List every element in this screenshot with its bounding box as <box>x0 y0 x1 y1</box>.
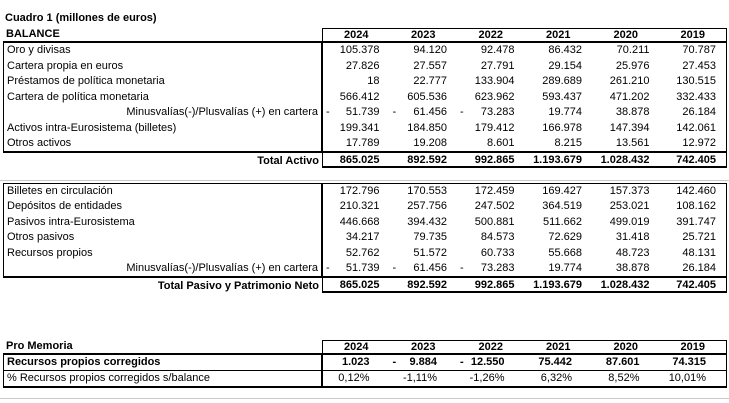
value-cell <box>525 261 593 277</box>
table-row <box>3 183 727 199</box>
year-header-cell: 2021 <box>525 28 593 43</box>
value-cell <box>457 245 525 261</box>
value-cell <box>457 276 525 293</box>
number: 38.878 <box>615 262 650 275</box>
number: 992.865 <box>474 278 515 291</box>
number: 18 <box>367 75 380 88</box>
number: 1.023 <box>341 356 370 369</box>
value-cell <box>322 261 390 277</box>
value-cell <box>390 58 458 74</box>
number: 94.120 <box>413 44 447 57</box>
value-cell <box>592 151 660 168</box>
value-cell <box>525 214 593 230</box>
number: 500.881 <box>474 215 515 228</box>
number: 10,01% <box>668 372 706 385</box>
number: 87.601 <box>605 356 640 369</box>
value-cell <box>322 43 390 59</box>
value-cell <box>390 276 458 293</box>
value-cell <box>457 151 525 168</box>
number: 27.557 <box>413 59 447 72</box>
table-row <box>3 136 727 152</box>
value-cell <box>592 245 660 261</box>
number: 75.442 <box>538 356 572 369</box>
value-cell <box>660 371 728 388</box>
table-row <box>3 355 727 372</box>
number: 142.460 <box>676 185 716 198</box>
number: 179.412 <box>474 121 515 134</box>
value-cell <box>592 136 660 152</box>
row-label: Otros activos <box>3 136 322 152</box>
value-cell <box>660 261 728 277</box>
number: 8.215 <box>554 137 582 150</box>
number: 8.601 <box>486 137 515 150</box>
total-row <box>3 276 727 293</box>
pro-memoria-table <box>3 340 727 388</box>
value-cell <box>592 105 660 121</box>
section-divider-line <box>0 180 729 181</box>
value-cell <box>390 230 458 246</box>
number: 13.561 <box>615 137 650 150</box>
value-cell <box>457 74 525 90</box>
value-cell <box>390 371 458 388</box>
row-label: Préstamos de política monetaria <box>3 74 322 90</box>
value-cell <box>457 58 525 74</box>
number: 74.315 <box>672 356 706 369</box>
year-header-cell: 2020 <box>592 28 660 43</box>
table-row <box>3 105 727 121</box>
row-label: Otros pasivos <box>3 230 322 246</box>
number: 170.553 <box>407 185 447 198</box>
number: 892.592 <box>407 278 447 291</box>
row-label: Pasivos intra-Eurosistema <box>3 214 322 230</box>
number: 253.021 <box>609 200 650 213</box>
row-label: Minusvalías(-)/Plusvalías (+) en cartera <box>3 105 322 121</box>
value-cell <box>457 120 525 136</box>
year-header-cell: 2021 <box>525 340 593 355</box>
number: 511.662 <box>543 215 582 228</box>
number: 892.592 <box>407 153 447 166</box>
document-title: Cuadro 1 (millones de euros) <box>5 12 157 24</box>
value-cell <box>660 199 728 215</box>
value-cell <box>525 276 593 293</box>
number: 51.739 <box>345 106 380 119</box>
number: 147.394 <box>609 121 650 134</box>
number: 8,52% <box>608 372 640 385</box>
number: 19.208 <box>413 137 447 150</box>
value-cell <box>390 261 458 277</box>
value-cell <box>457 43 525 59</box>
table-row <box>3 371 727 388</box>
value-cell <box>322 230 390 246</box>
value-cell <box>457 214 525 230</box>
table-row <box>3 214 727 230</box>
value-cell <box>390 89 458 105</box>
value-cell <box>390 120 458 136</box>
number: 38.878 <box>615 106 650 119</box>
value-cell <box>592 261 660 277</box>
number: 257.756 <box>407 200 447 213</box>
number: 27.791 <box>480 59 515 72</box>
total-label: Total Pasivo y Patrimonio Neto <box>3 276 322 293</box>
number: 566.412 <box>339 90 380 103</box>
number: 499.019 <box>609 215 650 228</box>
value-cell <box>660 245 728 261</box>
number: 742.405 <box>676 153 716 166</box>
value-cell <box>457 355 525 372</box>
number: 70.211 <box>616 44 650 57</box>
minus-sign: - <box>326 106 330 119</box>
number: 25.721 <box>682 231 716 244</box>
number: 261.210 <box>609 75 650 88</box>
value-cell <box>660 89 728 105</box>
value-cell <box>525 43 593 59</box>
value-cell <box>660 355 728 372</box>
number: 6,32% <box>540 372 572 385</box>
year-header-cell: 2022 <box>457 340 525 355</box>
number: 1.028.432 <box>600 278 650 291</box>
value-cell <box>322 58 390 74</box>
value-cell <box>525 183 593 199</box>
row-label: Recursos propios corregidos <box>3 355 322 372</box>
number: 0,12% <box>338 372 370 385</box>
number: 26.184 <box>682 106 716 119</box>
number: 72.629 <box>548 231 582 244</box>
value-cell <box>525 371 593 388</box>
table-row <box>3 245 727 261</box>
table-header-row <box>3 340 727 355</box>
value-cell <box>525 355 593 372</box>
number: 52.762 <box>345 246 380 259</box>
number: 1.028.432 <box>600 153 650 166</box>
row-label: % Recursos propios corregidos s/balance <box>3 371 322 388</box>
value-cell <box>457 183 525 199</box>
total-row <box>3 151 727 168</box>
number: 172.796 <box>339 185 380 198</box>
number: 84.573 <box>480 231 515 244</box>
value-cell <box>660 276 728 293</box>
minus-sign: - <box>460 356 464 369</box>
number: 27.826 <box>345 59 380 72</box>
value-cell <box>322 136 390 152</box>
value-cell <box>592 355 660 372</box>
number: 605.536 <box>407 90 447 103</box>
number: 742.405 <box>676 278 716 291</box>
row-label: Recursos propios <box>3 245 322 261</box>
value-cell <box>525 136 593 152</box>
number: 31.418 <box>615 231 650 244</box>
table-row <box>3 43 727 59</box>
value-cell <box>660 230 728 246</box>
minus-sign: - <box>392 356 397 369</box>
pro-memoria-header-label: Pro Memoria <box>3 340 322 355</box>
year-header-cell: 2019 <box>660 28 728 43</box>
value-cell <box>322 355 390 372</box>
year-header-cell: 2023 <box>390 28 458 43</box>
value-cell <box>592 58 660 74</box>
total-label: Total Activo <box>3 151 322 168</box>
number: 332.433 <box>676 90 716 103</box>
table-row <box>3 261 727 277</box>
number: 471.202 <box>609 90 650 103</box>
value-cell <box>457 136 525 152</box>
value-cell <box>390 136 458 152</box>
number: 133.904 <box>474 75 515 88</box>
value-cell <box>322 120 390 136</box>
value-cell <box>592 183 660 199</box>
number: 992.865 <box>474 153 515 166</box>
year-header-cell: 2023 <box>390 340 458 355</box>
number: 27.453 <box>682 59 716 72</box>
value-cell <box>390 199 458 215</box>
value-cell <box>390 43 458 59</box>
value-cell <box>525 120 593 136</box>
number: 60.733 <box>480 246 515 259</box>
value-cell <box>660 105 728 121</box>
row-label: Cartera de política monetaria <box>3 89 322 105</box>
minus-sign: - <box>392 106 397 119</box>
table-row <box>3 230 727 246</box>
value-cell <box>525 151 593 168</box>
number: 73.283 <box>480 106 515 119</box>
year-header-cell: 2024 <box>322 28 390 43</box>
number: -1,11% <box>402 372 437 385</box>
value-cell <box>660 214 728 230</box>
table-row <box>3 199 727 215</box>
number: 22.777 <box>413 75 447 88</box>
year-header-cell: 2024 <box>322 340 390 355</box>
table-row <box>3 89 727 105</box>
value-cell <box>660 136 728 152</box>
value-cell <box>525 89 593 105</box>
number: 184.850 <box>407 121 447 134</box>
number: 73.283 <box>480 262 515 275</box>
value-cell <box>390 74 458 90</box>
number: 86.432 <box>548 44 582 57</box>
number: 623.962 <box>474 90 515 103</box>
year-header-cell: 2022 <box>457 28 525 43</box>
number: 166.978 <box>542 121 582 134</box>
number: 25.976 <box>615 59 650 72</box>
number: 108.162 <box>676 200 716 213</box>
value-cell <box>592 89 660 105</box>
value-cell <box>660 58 728 74</box>
value-cell <box>457 261 525 277</box>
number: 48.131 <box>682 246 716 259</box>
table-row <box>3 74 727 90</box>
value-cell <box>390 245 458 261</box>
row-label: Oro y divisas <box>3 43 322 59</box>
value-cell <box>322 214 390 230</box>
value-cell <box>592 120 660 136</box>
number: 210.321 <box>339 200 380 213</box>
number: 61.456 <box>413 262 447 275</box>
value-cell <box>592 214 660 230</box>
value-cell <box>660 74 728 90</box>
number: 29.154 <box>548 59 582 72</box>
number: 169.427 <box>542 185 582 198</box>
value-cell <box>525 58 593 74</box>
value-cell <box>660 120 728 136</box>
number: 1.193.679 <box>533 153 582 166</box>
number: 9.884 <box>409 356 437 369</box>
value-cell <box>322 183 390 199</box>
number: 34.217 <box>345 231 380 244</box>
value-cell <box>525 105 593 121</box>
number: 157.373 <box>609 185 650 198</box>
row-label: Depósitos de entidades <box>3 199 322 215</box>
number: 70.787 <box>682 44 716 57</box>
number: 391.747 <box>676 215 716 228</box>
number: 51.739 <box>345 262 380 275</box>
value-cell <box>525 245 593 261</box>
value-cell <box>592 43 660 59</box>
value-cell <box>322 371 390 388</box>
value-cell <box>457 230 525 246</box>
value-cell <box>390 151 458 168</box>
number: 26.184 <box>682 262 716 275</box>
number: 394.432 <box>407 215 447 228</box>
value-cell <box>592 276 660 293</box>
number: 48.723 <box>615 246 650 259</box>
value-cell <box>322 245 390 261</box>
value-cell <box>525 199 593 215</box>
balance-liabilities-table <box>3 183 727 293</box>
value-cell <box>322 276 390 293</box>
row-label: Activos intra-Eurosistema (billetes) <box>3 120 322 136</box>
value-cell <box>390 355 458 372</box>
value-cell <box>525 74 593 90</box>
number: 865.025 <box>339 278 380 291</box>
minus-sign: - <box>460 262 464 275</box>
value-cell <box>592 199 660 215</box>
number: 142.061 <box>676 121 716 134</box>
number: 172.459 <box>474 185 515 198</box>
row-label: Billetes en circulación <box>3 183 322 199</box>
number: 79.735 <box>413 231 447 244</box>
year-header-cell: 2020 <box>592 340 660 355</box>
value-cell <box>322 89 390 105</box>
number: 61.456 <box>413 106 447 119</box>
value-cell <box>322 199 390 215</box>
number: 130.515 <box>676 75 716 88</box>
number: 364.519 <box>542 200 582 213</box>
value-cell <box>660 151 728 168</box>
balance-assets-table <box>3 28 727 168</box>
number: 19.774 <box>548 106 582 119</box>
bottom-divider-line <box>0 398 729 399</box>
number: 199.341 <box>339 121 380 134</box>
number: 12.550 <box>470 356 505 369</box>
table-row <box>3 120 727 136</box>
number: -1,26% <box>469 372 505 385</box>
number: 12.972 <box>682 137 716 150</box>
row-label: Minusvalías(-)/Plusvalías (+) en cartera <box>3 261 322 277</box>
table-row <box>3 58 727 74</box>
value-cell <box>322 105 390 121</box>
number: 446.668 <box>339 215 380 228</box>
number: 247.502 <box>474 200 515 213</box>
value-cell <box>592 371 660 388</box>
minus-sign: - <box>460 106 464 119</box>
number: 92.478 <box>480 44 515 57</box>
number: 865.025 <box>339 153 380 166</box>
value-cell <box>457 199 525 215</box>
balance-header-label: BALANCE <box>3 28 322 43</box>
number: 289.689 <box>542 75 582 88</box>
number: 1.193.679 <box>533 278 582 291</box>
value-cell <box>457 371 525 388</box>
value-cell <box>592 74 660 90</box>
table-header-row <box>3 28 727 43</box>
value-cell <box>322 74 390 90</box>
value-cell <box>390 183 458 199</box>
year-header-cell: 2019 <box>660 340 728 355</box>
number: 51.572 <box>413 246 447 259</box>
value-cell <box>525 230 593 246</box>
number: 55.668 <box>548 246 582 259</box>
value-cell <box>390 214 458 230</box>
number: 593.437 <box>542 90 582 103</box>
row-label: Cartera propia en euros <box>3 58 322 74</box>
minus-sign: - <box>392 262 397 275</box>
number: 105.378 <box>339 44 380 57</box>
minus-sign: - <box>326 262 330 275</box>
number: 17.789 <box>345 137 380 150</box>
value-cell <box>660 183 728 199</box>
number: 19.774 <box>548 262 582 275</box>
value-cell <box>390 105 458 121</box>
value-cell <box>457 89 525 105</box>
value-cell <box>322 151 390 168</box>
value-cell <box>592 230 660 246</box>
value-cell <box>457 105 525 121</box>
value-cell <box>660 43 728 59</box>
